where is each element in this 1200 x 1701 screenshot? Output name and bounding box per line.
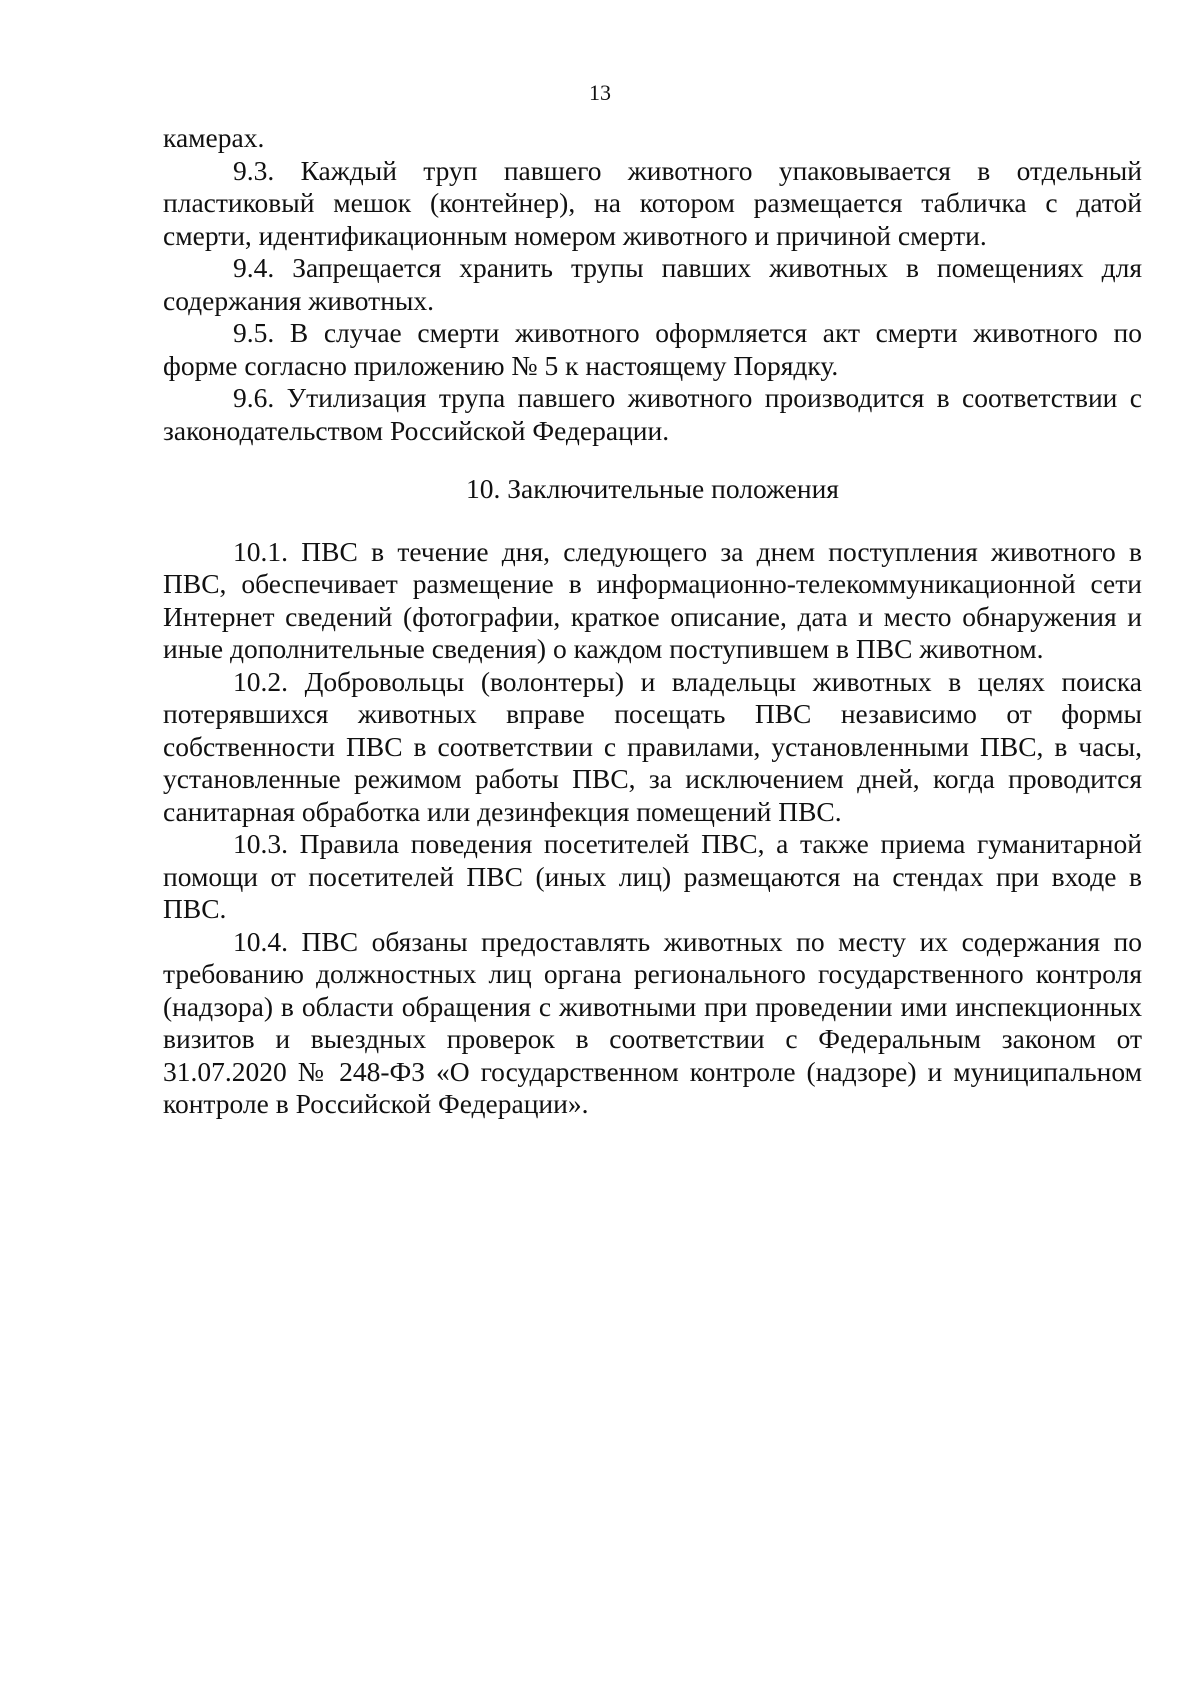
- paragraph-9-6: 9.6. Утилизация трупа павшего животного производится в соответствии с законодательством Российской Федерации.: [163, 382, 1142, 446]
- page-number: 13: [589, 80, 611, 105]
- section-heading: 10. Заключительные положения: [466, 473, 839, 504]
- paragraph-10-4: 10.4. ПВС обязаны предоставлять животных по месту их содержания по требованию должностных лиц органа регионального государственного контроля (надзора) в области обращения с животными при проведении ими инспекционных визитов и выездных проверок в соответствии с Федеральным законом от 31.07.2020 № 248-ФЗ «О государственном контроле (надзоре) и муниципальном контроле в Российской Федерации».: [163, 925, 1142, 1119]
- paragraph-9-3: 9.3. Каждый труп павшего животного упаковывается в отдельный пластиковый мешок (контейнер), на котором размещается табличка с датой смерти, идентификационным номером животного и причиной смерти.: [163, 154, 1142, 251]
- paragraph-10-1: 10.1. ПВС в течение дня, следующего за днем поступления животного в ПВС, обеспечивает размещение в информационно-телекоммуникационной сети Интернет сведений (фотографии, краткое описание, дата и место обнаружения и иные дополнительные сведения) о каждом поступившем в ПВС животном.: [163, 535, 1142, 664]
- paragraph-10-2: 10.2. Добровольцы (волонтеры) и владельцы животных в целях поиска потерявшихся животных вправе посещать ПВС независимо от формы собственности ПВС в соответствии с правилами, установленными ПВС, в часы, установленные режимом работы ПВС, за исключением дней, когда проводится санитарная обработка или дезинфекция помещений ПВС.: [163, 665, 1142, 827]
- paragraph-10-3: 10.3. Правила поведения посетителей ПВС, а также приема гуманитарной помощи от посетителей ПВС (иных лиц) размещаются на стендах при входе в ПВС.: [163, 828, 1142, 924]
- paragraph-9-4: 9.4. Запрещается хранить трупы павших животных в помещениях для содержания животных.: [163, 252, 1142, 316]
- paragraph-continuation: камерах.: [163, 122, 265, 153]
- paragraph-9-5: 9.5. В случае смерти животного оформляется акт смерти животного по форме согласно приложению № 5 к настоящему Порядку.: [163, 317, 1142, 381]
- document-body: [163, 122, 1142, 1121]
